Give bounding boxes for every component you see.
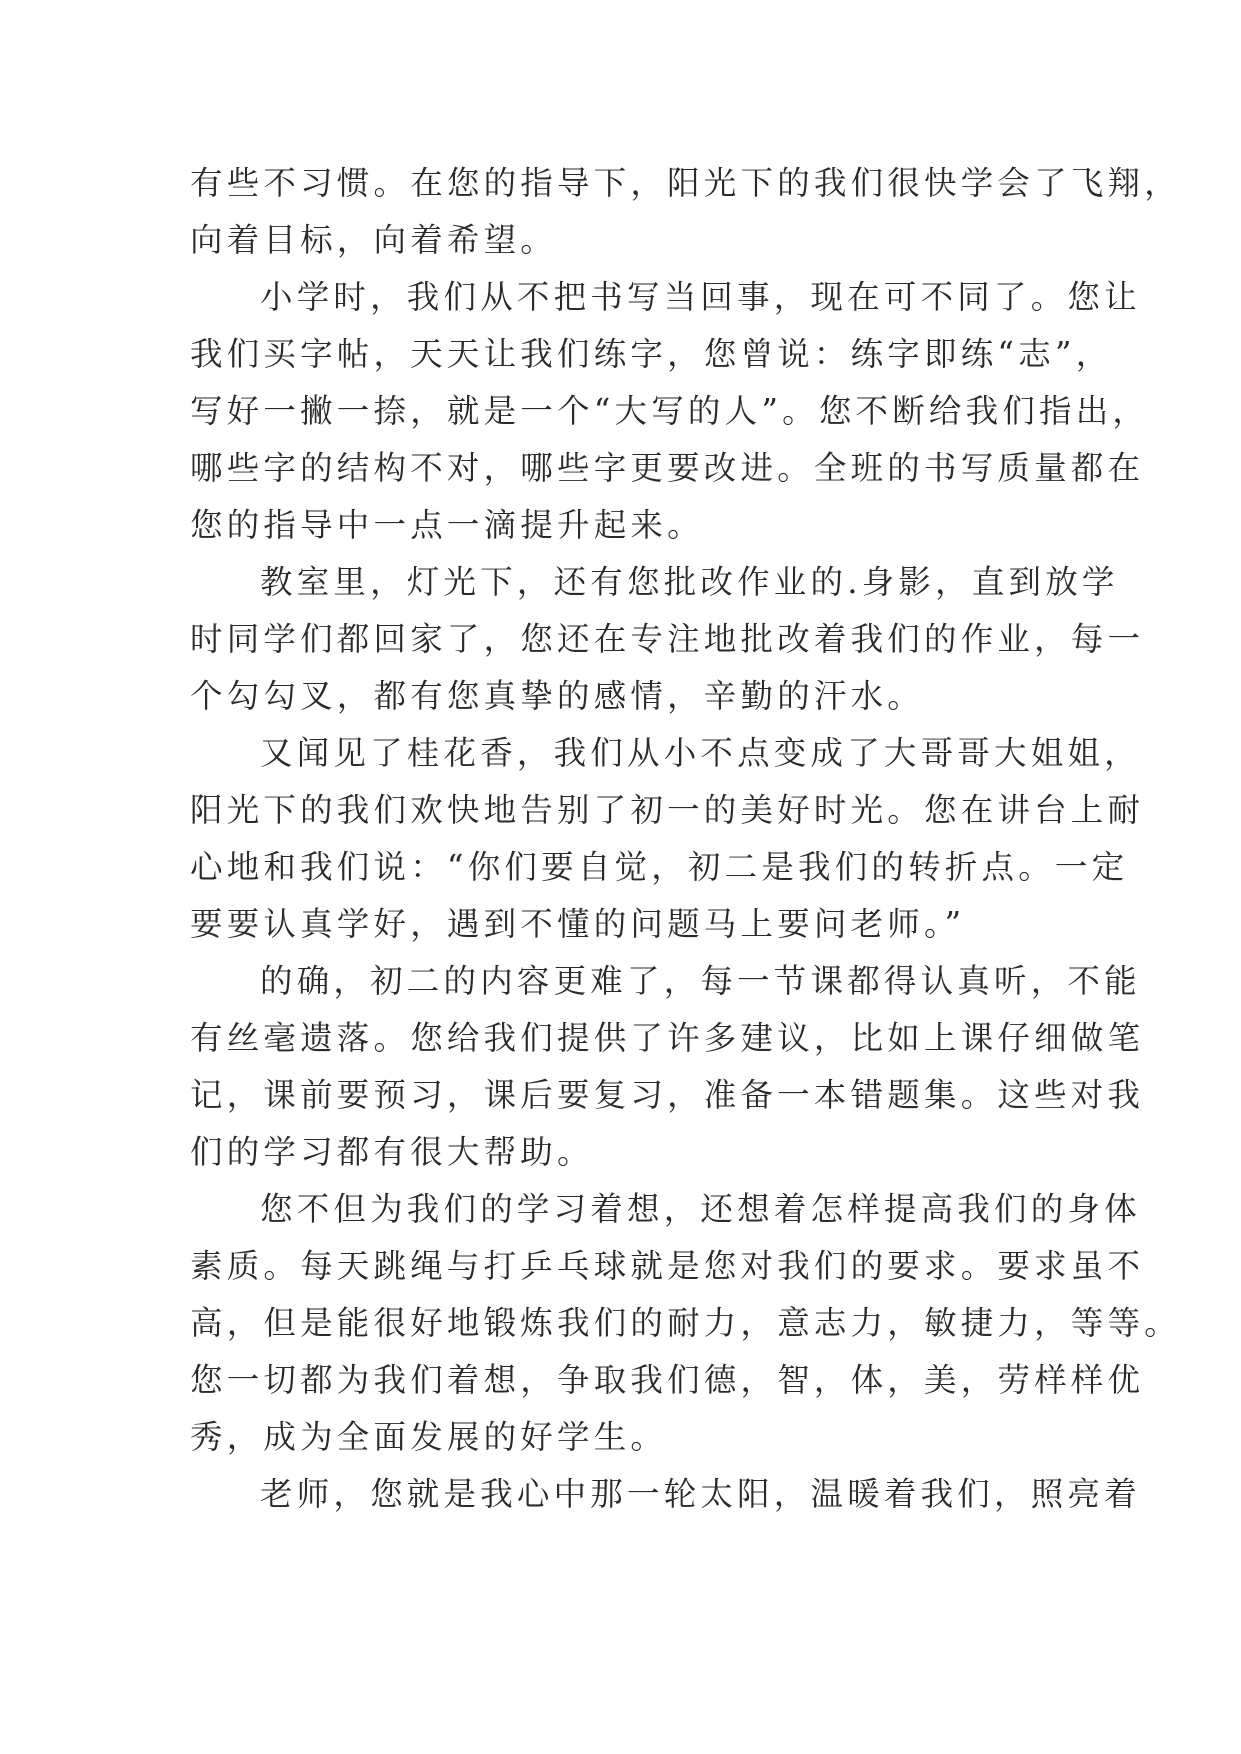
text-line: 您一切都为我们着想，争取我们德，智，体，美，劳样样优 <box>190 1361 1145 1399</box>
text-line: 高，但是能很好地锻炼我们的耐力，意志力，敏捷力，等等。 <box>190 1304 1181 1342</box>
text-line: 秀，成为全面发展的好学生。 <box>190 1418 668 1456</box>
paragraph-first-line: 您不但为我们的学习着想，还想着怎样提高我们的身体 <box>260 1190 1141 1228</box>
paragraph-first-line: 教室里，灯光下，还有您批改作业的.身影，直到放学 <box>260 563 1119 601</box>
text-line: 我们买字帖，天天让我们练字，您曾说：练字即练“志”， <box>190 335 1113 373</box>
essay-body <box>190 155 1181 1523</box>
text-line: 阳光下的我们欢快地告别了初一的美好时光。您在讲台上耐 <box>190 791 1145 829</box>
text-line: 心地和我们说：“你们要自觉，初二是我们的转折点。一定 <box>190 848 1129 886</box>
text-line: 您的指导中一点一滴提升起来。 <box>190 506 704 544</box>
text-line: 哪些字的结构不对，哪些字更要改进。全班的书写质量都在 <box>190 449 1145 487</box>
text-line: 个勾勾叉，都有您真挚的感情，辛勤的汗水。 <box>190 677 925 715</box>
text-line: 时同学们都回家了，您还在专注地批改着我们的作业，每一 <box>190 620 1145 658</box>
paragraph-first-line: 的确，初二的内容更难了，每一节课都得认真听，不能 <box>260 962 1141 1000</box>
text-line: 要要认真学好，遇到不懂的问题马上要问老师。” <box>190 905 966 943</box>
text-line: 有些不习惯。在您的指导下，阳光下的我们很快学会了飞翔， <box>190 164 1181 202</box>
text-line: 向着目标，向着希望。 <box>190 221 558 259</box>
text-line: 素质。每天跳绳与打乒乓球就是您对我们的要求。要求虽不 <box>190 1247 1145 1285</box>
paragraph-first-line: 又闻见了桂花香，我们从小不点变成了大哥哥大姐姐， <box>260 734 1141 772</box>
paragraph-first-line: 小学时，我们从不把书写当回事，现在可不同了。您让 <box>260 278 1141 316</box>
text-line: 写好一撇一捺，就是一个“大写的人”。您不断给我们指出， <box>190 392 1150 430</box>
text-line: 记，课前要预习，课后要复习，准备一本错题集。这些对我 <box>190 1076 1145 1114</box>
text-line: 有丝毫遗落。您给我们提供了许多建议，比如上课仔细做笔 <box>190 1019 1145 1057</box>
text-line: 们的学习都有很大帮助。 <box>190 1133 594 1171</box>
paragraph-first-line: 老师，您就是我心中那一轮太阳，温暖着我们，照亮着 <box>260 1475 1141 1513</box>
